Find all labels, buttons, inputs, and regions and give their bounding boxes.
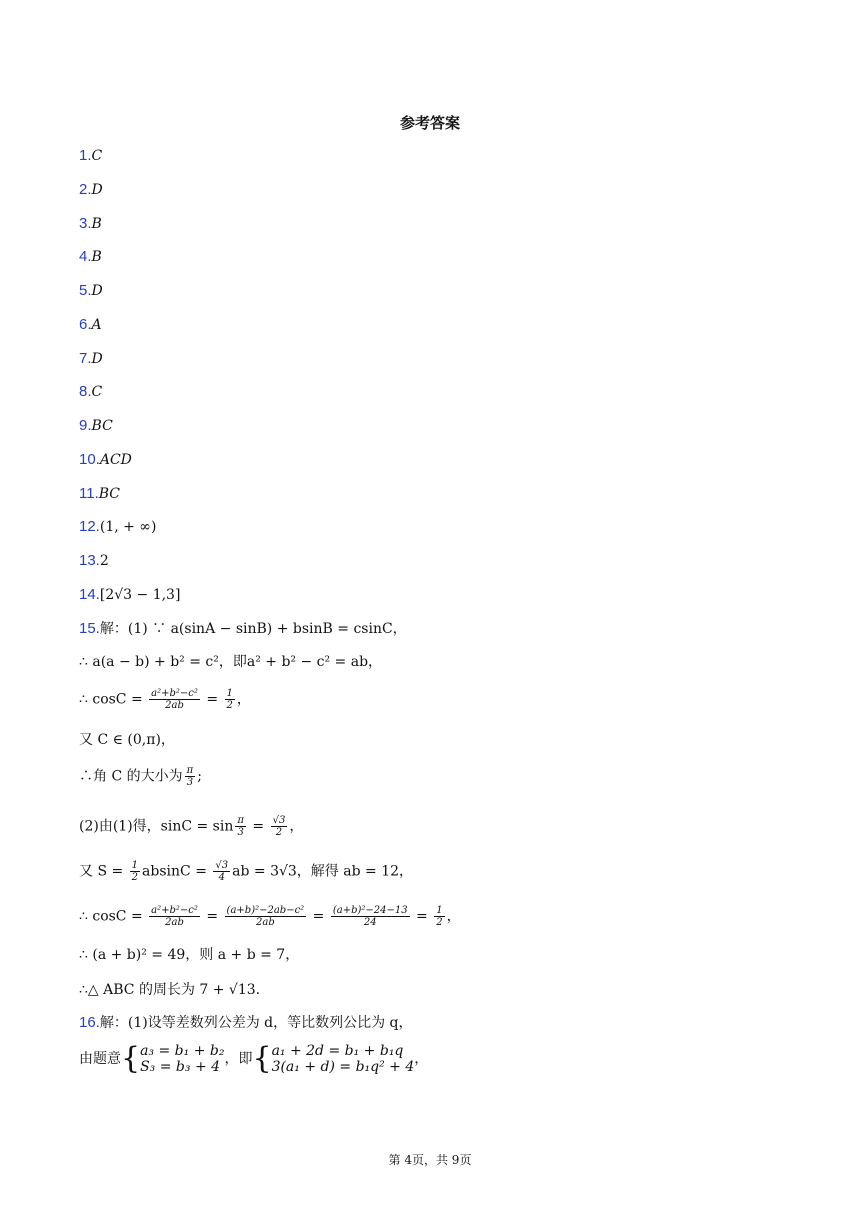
question-number: 4. [79,248,92,265]
answer-item [79,349,103,369]
answer-item [79,180,103,200]
solution-text: 又 S = [79,863,128,880]
solution-text: 又 C ∈ (0,π)， [79,732,175,748]
answer-value: C [91,148,103,164]
fraction: $\frac{\text{a²+b²−c²}}{2ab}$ [151,688,198,711]
answer-value: 2 [99,553,109,569]
solution-text: ∴ cosC = [79,691,148,708]
q15-line-8: ∴ cosC = $\frac{\text{a²+b²−c²}}{2ab}$ = $\frac{\text{(a+b)²−2ab−c²}}{2ab}$ = $\frac{\text{(a+b)²−24−13}}{24}$ = $\frac{1}{2}$ ， [79,905,461,928]
answer-item [79,315,102,335]
q15-line-7: 又 S = $\frac{1}{2}$ absinC = $\frac{√3}{4}$ ab = 3√3，解得 ab = 12， [79,860,414,883]
q15-line-2 [79,652,382,672]
q15-line-1 [79,619,407,639]
q15-line-3: ∴ cosC = $\frac{\text{a²+b²−c²}}{2ab}$ = $\frac{1}{2}$ ， [79,688,251,711]
fraction: $\frac{√3}{4}$ [215,860,229,883]
answer-item [79,484,120,504]
brace-glyph: { [121,1041,141,1076]
answer-value: [2√3 − 1,3] [99,587,181,603]
question-number: 15. [79,620,100,637]
answer-value: BC [98,486,121,502]
question-number: 16. [79,1014,100,1031]
solution-text: 解：(1) ∵ a(sinA − sinB) + bsinB = csinC， [99,621,407,637]
fraction: $\frac{\text{(a+b)²−24−13}}{24}$ [332,905,408,928]
question-number: 14. [79,586,100,603]
answer-item [79,214,102,234]
fraction: $\frac{\text{(a+b)²−2ab−c²}}{2ab}$ [226,905,305,928]
question-number: 5. [79,282,92,299]
question-number: 11. [79,485,99,502]
answer-item [79,551,109,571]
question-number: 6. [79,316,92,333]
page-title: 参考答案 [399,114,460,132]
solution-text: ∴ (a + b)² = 49，则 a + b = 7， [79,947,300,963]
question-number: 8. [79,383,92,400]
answer-item [79,450,132,470]
solution-text: 由题意 [79,1051,121,1067]
q15-line-6: (2)由(1)得，sinC = sin $\frac{\pi}{3}$ = $\frac{√3}{2}$ ， [79,815,304,838]
solution-text: ∴ a(a − b) + b² = c²，即a² + b² − c² = ab， [79,654,383,670]
q15-line-5: ∴角 C 的大小为 $\frac{\pi}{3}$ ; [79,765,202,788]
fraction: $\frac{√3}{2}$ [272,815,286,838]
q15-line-10 [79,980,260,1000]
question-number: 10. [79,451,100,468]
fraction: $\frac{\text{a²+b²−c²}}{2ab}$ [151,905,198,928]
fraction: $\frac{\pi}{3}$ [186,765,194,788]
question-number: 7. [79,350,92,367]
answer-item [79,416,113,436]
answer-value: B [91,249,102,265]
answer-value: BC [91,418,113,434]
question-number: 13. [79,552,100,569]
solution-text: 解：(1)设等差数列公差为 d，等比数列公比为 q， [99,1015,413,1031]
answer-value: B [91,216,102,232]
q15-line-4 [79,730,175,750]
question-number: 3. [79,215,92,232]
fraction: $\frac{\pi}{3}$ [237,815,244,838]
q16-line-2: 由题意{ a₃ = b₁ + b₂ S₃ = b₃ + 4 ，即{ a₁ + 2d = b₁ + b₁q 3(a₁ + d) = b₁q² + 4 ， [79,1041,429,1076]
solution-text: ∴角 C 的大小为 [79,768,183,785]
answer-value: D [91,182,103,198]
question-number: 9. [79,417,92,434]
answer-value: D [91,351,103,367]
brace-glyph: { [252,1041,272,1076]
question-number: 2. [79,181,92,198]
solution-text: ∴ cosC = [79,908,148,925]
answer-item [79,585,180,605]
answer-value: D [91,283,103,299]
solution-text: (2)由(1)得，sinC = sin [79,818,234,835]
equation-system: a₁ + 2d = b₁ + b₁q 3(a₁ + d) = b₁q² + 4 [271,1043,415,1075]
q16-line-1 [79,1013,413,1033]
answer-value: C [91,384,103,400]
answer-item [79,146,102,166]
page-footer: 第 4页，共 9页 [388,1153,472,1167]
question-number: 1. [79,147,92,164]
answer-item [79,281,103,301]
question-number: 12. [79,518,100,535]
answer-item [79,382,102,402]
fraction: $\frac{1}{2}$ [436,905,443,928]
equation-system: a₃ = b₁ + b₂ S₃ = b₃ + 4 [140,1043,225,1075]
answer-item [79,247,102,267]
answer-value: ACD [99,452,132,468]
q15-line-9 [79,945,299,965]
answer-value: A [91,317,102,333]
fraction: $\frac{1}{2}$ [131,860,139,883]
fraction: $\frac{1}{2}$ [226,688,233,711]
answer-value: (1, + ∞) [99,519,157,535]
solution-text: ∴△ ABC 的周长为 7 + √13. [79,982,261,998]
answer-item [79,517,156,537]
